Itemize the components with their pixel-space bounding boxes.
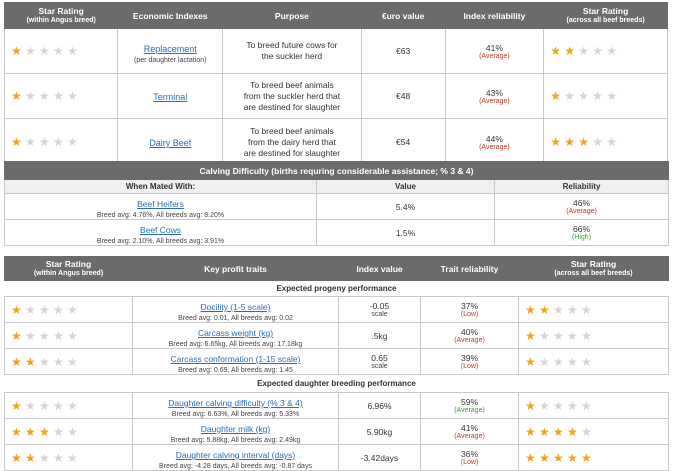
- star-empty-icon: ★: [39, 354, 50, 369]
- star-empty-icon: ★: [581, 354, 592, 369]
- trait-row: [5, 445, 669, 471]
- star-empty-icon: ★: [592, 44, 603, 58]
- star-filled-icon: ★: [525, 450, 536, 465]
- star-rating-across: [519, 445, 669, 471]
- star-empty-icon: ★: [67, 354, 78, 369]
- star-empty-icon: ★: [67, 398, 78, 413]
- star-rating-within: [5, 323, 133, 349]
- trait-link[interactable]: Carcass conformation (1-15 scale): [170, 354, 301, 364]
- star-filled-icon: ★: [550, 135, 561, 149]
- purpose-line: the suckler herd: [261, 51, 323, 61]
- economic-index-link[interactable]: Dairy Beef: [149, 138, 192, 148]
- breed-average: Breed avg: 6.63%, All breeds avg: 5.33%: [171, 411, 300, 418]
- reliability-value: 66%: [573, 224, 591, 234]
- star-empty-icon: ★: [592, 135, 603, 149]
- star-empty-icon: ★: [553, 328, 564, 343]
- purpose-line: To breed beef animals: [250, 79, 334, 90]
- reliability-label: (Average): [479, 97, 510, 105]
- section-daughter-performance: Expected daughter breeding performance: [5, 375, 669, 393]
- star-empty-icon: ★: [39, 135, 50, 149]
- star-filled-icon: ★: [525, 398, 536, 413]
- star-filled-icon: ★: [581, 450, 592, 465]
- star-filled-icon: ★: [11, 424, 22, 439]
- star-empty-icon: ★: [67, 44, 78, 58]
- star-filled-icon: ★: [525, 354, 536, 369]
- star-rating-within: [5, 419, 133, 445]
- trait-row: [5, 297, 669, 323]
- star-empty-icon: ★: [39, 328, 50, 343]
- star-empty-icon: ★: [578, 89, 589, 103]
- purpose-cell: [223, 119, 361, 166]
- economic-indexes-header: Economic Indexes: [118, 3, 223, 29]
- purpose-cell: [223, 29, 361, 74]
- index-value: 0.65: [371, 353, 388, 363]
- star-empty-icon: ★: [578, 44, 589, 58]
- purpose-line: from the suckler herd that: [243, 90, 341, 101]
- economic-index-link[interactable]: Terminal: [153, 92, 188, 102]
- star-empty-icon: ★: [39, 89, 50, 103]
- mated-with-link[interactable]: Beef Cows: [139, 225, 182, 235]
- trait-link[interactable]: Docility (1-5 scale): [200, 302, 271, 312]
- star-filled-icon: ★: [553, 450, 564, 465]
- star-empty-icon: ★: [581, 424, 592, 439]
- trait-cell: [133, 445, 339, 471]
- purpose-line: from the dairy herd that: [247, 136, 336, 147]
- reliability-value: 44%: [485, 133, 503, 144]
- mated-with-link[interactable]: Beef Heifers: [137, 199, 184, 209]
- star-filled-icon: ★: [25, 354, 36, 369]
- star-filled-icon: ★: [553, 424, 564, 439]
- index-value-cell: [339, 349, 421, 375]
- star-filled-icon: ★: [11, 328, 22, 343]
- trait-link[interactable]: Carcass weight (kg): [197, 328, 274, 338]
- star-filled-icon: ★: [11, 135, 22, 149]
- purpose-line: To breed beef animals: [250, 125, 334, 136]
- index-value: -0.05: [369, 301, 390, 311]
- star-rating-across-header-2: Star Rating (across all beef breeds): [519, 257, 669, 281]
- star-empty-icon: ★: [581, 328, 592, 343]
- star-empty-icon: ★: [67, 424, 78, 439]
- reliability-label: (High): [571, 234, 592, 241]
- calving-reliability-cell: [495, 220, 669, 246]
- breed-average: Breed avg: 6.65kg, All breeds avg: 17.18kg: [168, 341, 303, 348]
- star-filled-icon: ★: [550, 44, 561, 58]
- calving-value: 1.5%: [317, 220, 495, 246]
- star-empty-icon: ★: [567, 328, 578, 343]
- index-value-cell: [339, 445, 421, 471]
- star-filled-icon: ★: [25, 450, 36, 465]
- economic-index-cell: [118, 29, 223, 74]
- reliability-label: (Average): [479, 52, 510, 60]
- star-filled-icon: ★: [11, 398, 22, 413]
- star-rating-within: [5, 29, 118, 74]
- star-empty-icon: ★: [53, 450, 64, 465]
- star-empty-icon: ★: [25, 302, 36, 317]
- economic-index-row: [5, 119, 668, 166]
- trait-link[interactable]: Daughter calving interval (days): [175, 450, 296, 460]
- breed-average: Breed avg: -4.28 days, All breeds avg: -0.87 days: [159, 463, 312, 470]
- trait-cell: [133, 323, 339, 349]
- star-rating-within-header: Star Rating (within Angus breed): [5, 3, 118, 29]
- star-empty-icon: ★: [606, 135, 617, 149]
- star-rating-across: [519, 349, 669, 375]
- star-empty-icon: ★: [39, 44, 50, 58]
- economic-index-cell: [118, 74, 223, 119]
- calving-value: 5.4%: [317, 194, 495, 220]
- value-header: Value: [317, 180, 495, 194]
- star-empty-icon: ★: [581, 302, 592, 317]
- reliability-header: Reliability: [495, 180, 669, 194]
- economic-index-link[interactable]: Replacement: [143, 43, 197, 54]
- star-rating-across: [544, 74, 668, 119]
- star-empty-icon: ★: [67, 328, 78, 343]
- star-empty-icon: ★: [539, 354, 550, 369]
- reliability-value: 46%: [573, 198, 591, 208]
- index-reliability-header: Index reliability: [445, 3, 544, 29]
- star-filled-icon: ★: [539, 450, 550, 465]
- index-reliability-cell: [445, 74, 544, 119]
- section-progeny-performance: Expected progeny performance: [5, 281, 669, 297]
- index-value: 5.90kg: [366, 426, 393, 437]
- star-empty-icon: ★: [539, 398, 550, 413]
- economic-index-subtitle: (per daughter lactation): [134, 56, 207, 64]
- star-filled-icon: ★: [11, 450, 22, 465]
- trait-cell: [133, 419, 339, 445]
- purpose-line: To breed future cows for: [246, 40, 338, 50]
- star-filled-icon: ★: [525, 302, 536, 317]
- calving-difficulty-table: [4, 161, 669, 246]
- star-rating-within: [5, 74, 118, 119]
- star-empty-icon: ★: [39, 302, 50, 317]
- breed-average: Breed avg: 2.10%, All breeds avg: 3.91%: [96, 238, 225, 245]
- reliability-value: 59%: [460, 397, 478, 407]
- star-filled-icon: ★: [39, 424, 50, 439]
- index-reliability-cell: [445, 29, 544, 74]
- trait-row: [5, 393, 669, 419]
- index-value-cell: [339, 419, 421, 445]
- star-empty-icon: ★: [592, 89, 603, 103]
- reliability-label: (Low): [460, 311, 479, 318]
- when-mated-with-header: When Mated With:: [5, 180, 317, 194]
- index-value-cell: [339, 323, 421, 349]
- star-empty-icon: ★: [53, 89, 64, 103]
- trait-reliability-cell: [421, 445, 519, 471]
- star-filled-icon: ★: [539, 302, 550, 317]
- star-filled-icon: ★: [564, 135, 575, 149]
- purpose-line: are destined for slaughter: [243, 147, 341, 158]
- mated-with-cell: [5, 220, 317, 246]
- trait-reliability-cell: [421, 297, 519, 323]
- index-unit: scale: [371, 311, 388, 318]
- star-empty-icon: ★: [53, 44, 64, 58]
- star-filled-icon: ★: [525, 424, 536, 439]
- trait-row: [5, 419, 669, 445]
- calving-reliability-cell: [495, 194, 669, 220]
- reliability-label: (Low): [460, 459, 479, 466]
- euro-value: €48: [361, 74, 445, 119]
- reliability-label: (Average): [566, 208, 597, 215]
- reliability-value: 36%: [460, 449, 478, 459]
- star-filled-icon: ★: [11, 302, 22, 317]
- star-empty-icon: ★: [53, 398, 64, 413]
- star-rating-across: [519, 393, 669, 419]
- purpose-line: are destined for slaughter: [243, 101, 341, 112]
- star-empty-icon: ★: [553, 302, 564, 317]
- mated-with-cell: [5, 194, 317, 220]
- star-empty-icon: ★: [39, 398, 50, 413]
- trait-reliability-header: Trait reliability: [421, 257, 519, 281]
- star-filled-icon: ★: [25, 424, 36, 439]
- index-value-cell: [339, 393, 421, 419]
- star-filled-icon: ★: [539, 424, 550, 439]
- euro-value-header: €uro value: [361, 3, 445, 29]
- trait-link[interactable]: Daughter milk (kg): [200, 424, 271, 434]
- key-profit-traits-table: [4, 256, 669, 471]
- star-empty-icon: ★: [67, 135, 78, 149]
- star-filled-icon: ★: [11, 89, 22, 103]
- reliability-label: (Average): [454, 407, 485, 414]
- star-empty-icon: ★: [581, 398, 592, 413]
- reliability-value: 41%: [485, 42, 503, 53]
- reliability-value: 39%: [460, 353, 478, 363]
- trait-reliability-cell: [421, 323, 519, 349]
- reliability-value: 43%: [485, 87, 503, 98]
- reliability-value: 40%: [460, 327, 478, 337]
- reliability-value: 37%: [460, 301, 478, 311]
- calving-difficulty-title: Calving Difficulty (births requring considerable assistance; % 3 & 4): [5, 162, 669, 180]
- star-filled-icon: ★: [578, 135, 589, 149]
- star-empty-icon: ★: [606, 89, 617, 103]
- star-filled-icon: ★: [564, 44, 575, 58]
- star-empty-icon: ★: [67, 89, 78, 103]
- trait-reliability-cell: [421, 349, 519, 375]
- reliability-label: (Low): [460, 363, 479, 370]
- star-empty-icon: ★: [606, 44, 617, 58]
- reliability-label: (Average): [454, 337, 485, 344]
- star-empty-icon: ★: [67, 450, 78, 465]
- trait-cell: [133, 393, 339, 419]
- trait-reliability-cell: [421, 419, 519, 445]
- star-empty-icon: ★: [567, 302, 578, 317]
- trait-reliability-cell: [421, 393, 519, 419]
- star-empty-icon: ★: [67, 302, 78, 317]
- star-empty-icon: ★: [25, 135, 36, 149]
- trait-cell: [133, 297, 339, 323]
- index-value-cell: [339, 297, 421, 323]
- trait-row: [5, 349, 669, 375]
- economic-index-row: [5, 74, 668, 119]
- reliability-value: 41%: [460, 423, 478, 433]
- economic-index-table: [4, 2, 668, 166]
- trait-link[interactable]: Daughter calving difficulty (% 3 & 4): [168, 398, 303, 408]
- star-rating-across-header: Star Rating (across all beef breeds): [544, 3, 668, 29]
- trait-cell: [133, 349, 339, 375]
- trait-row: [5, 323, 669, 349]
- star-empty-icon: ★: [564, 89, 575, 103]
- star-filled-icon: ★: [11, 44, 22, 58]
- star-rating-within: [5, 445, 133, 471]
- star-filled-icon: ★: [567, 424, 578, 439]
- star-empty-icon: ★: [553, 354, 564, 369]
- star-empty-icon: ★: [25, 89, 36, 103]
- index-value-header: Index value: [339, 257, 421, 281]
- star-empty-icon: ★: [539, 328, 550, 343]
- reliability-label: (Average): [479, 143, 510, 151]
- star-rating-within: [5, 349, 133, 375]
- star-empty-icon: ★: [25, 398, 36, 413]
- calving-row: [5, 220, 669, 246]
- star-rating-across: [519, 419, 669, 445]
- star-filled-icon: ★: [11, 354, 22, 369]
- star-empty-icon: ★: [53, 354, 64, 369]
- economic-index-cell: [118, 119, 223, 166]
- breed-average: Breed avg: 0.69, All breeds avg: 1.45: [178, 367, 293, 374]
- star-empty-icon: ★: [25, 44, 36, 58]
- key-profit-traits-header: Key profit traits: [133, 257, 339, 281]
- star-empty-icon: ★: [39, 450, 50, 465]
- purpose-header: Purpose: [223, 3, 361, 29]
- star-rating-across: [519, 297, 669, 323]
- index-value: 6.96%: [367, 400, 392, 411]
- star-empty-icon: ★: [25, 328, 36, 343]
- star-empty-icon: ★: [53, 328, 64, 343]
- index-value: .5kg: [371, 330, 388, 341]
- star-filled-icon: ★: [550, 89, 561, 103]
- star-empty-icon: ★: [53, 135, 64, 149]
- index-reliability-cell: [445, 119, 544, 166]
- star-rating-within-header-2: Star Rating (within Angus breed): [5, 257, 133, 281]
- euro-value: €63: [361, 29, 445, 74]
- reliability-label: (Average): [454, 433, 485, 440]
- star-empty-icon: ★: [53, 302, 64, 317]
- index-unit: scale: [371, 363, 388, 370]
- breed-average: Breed avg: 5.88kg, All breeds avg: 2.49kg: [170, 437, 301, 444]
- star-rating-across: [544, 29, 668, 74]
- star-empty-icon: ★: [567, 398, 578, 413]
- breed-average: Breed avg: 0.01, All breeds avg: 0.02: [178, 315, 293, 322]
- star-rating-within: [5, 393, 133, 419]
- star-filled-icon: ★: [567, 450, 578, 465]
- star-filled-icon: ★: [525, 328, 536, 343]
- star-rating-within: [5, 119, 118, 166]
- calving-row: [5, 194, 669, 220]
- economic-index-row: [5, 29, 668, 74]
- star-rating-within: [5, 297, 133, 323]
- euro-value: €54: [361, 119, 445, 166]
- star-rating-across: [544, 119, 668, 166]
- star-empty-icon: ★: [553, 398, 564, 413]
- star-empty-icon: ★: [567, 354, 578, 369]
- index-value: -3.42days: [360, 452, 399, 463]
- breed-average: Breed avg: 4.76%, All breeds avg: 8.20%: [96, 212, 225, 219]
- star-rating-across: [519, 323, 669, 349]
- star-empty-icon: ★: [53, 424, 64, 439]
- purpose-cell: [223, 74, 361, 119]
